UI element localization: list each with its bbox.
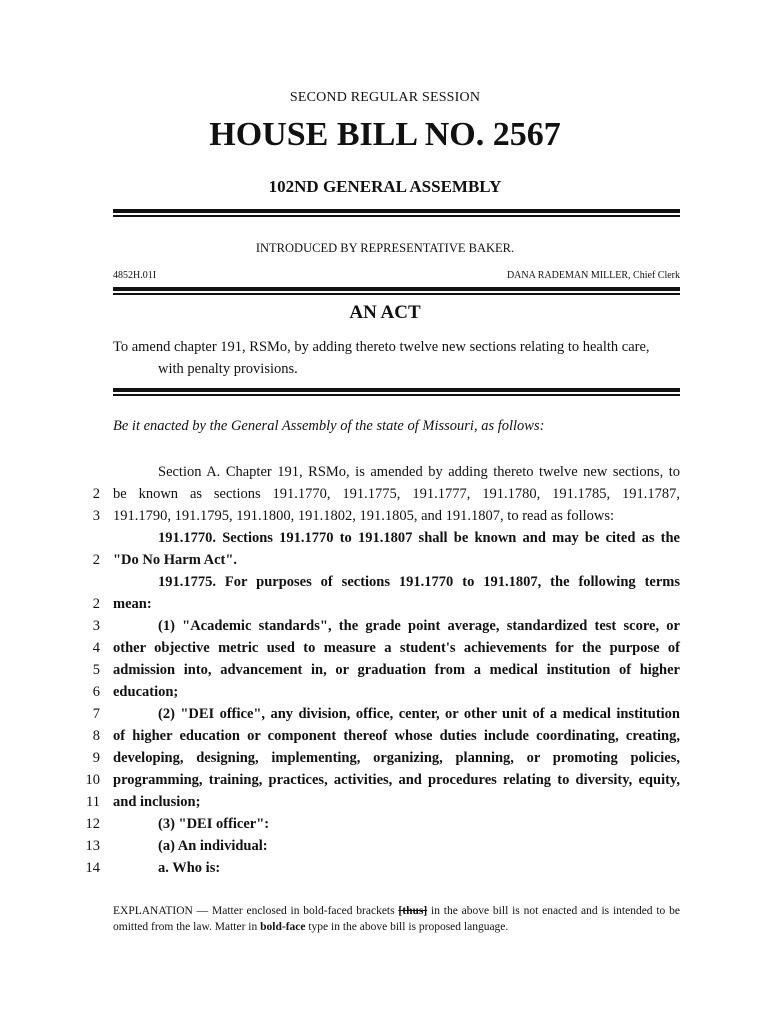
act-purpose-line: To amend chapter 191, RSMo, by adding thereto twelve new sections relating to health care, <box>113 339 650 355</box>
bill-line <box>0 659 770 681</box>
bold-face-example: bold-face <box>260 921 306 933</box>
bill-line <box>0 593 770 615</box>
bill-line <box>0 747 770 769</box>
line-text: "Do No Harm Act". <box>113 552 238 568</box>
bill-line <box>0 615 770 637</box>
bill-line <box>0 527 770 549</box>
bill-line <box>0 725 770 747</box>
line-number: 12 <box>85 816 100 832</box>
act-purpose <box>113 336 680 380</box>
line-number: 8 <box>92 728 100 744</box>
bill-line <box>0 769 770 791</box>
line-text: a. Who is: <box>158 860 221 876</box>
bill-body <box>0 461 770 879</box>
assembly-label: 102ND GENERAL ASSEMBLY <box>268 177 502 196</box>
bill-line <box>0 857 770 879</box>
line-number: 14 <box>85 860 100 876</box>
divider <box>113 215 680 217</box>
line-number: 3 <box>92 508 100 524</box>
act-purpose-line: with penalty provisions. <box>158 361 298 377</box>
line-number: 6 <box>92 684 100 700</box>
bill-line <box>0 791 770 813</box>
line-number: 2 <box>92 486 100 502</box>
line-number: 2 <box>92 552 100 568</box>
divider <box>113 388 680 392</box>
session-label: SECOND REGULAR SESSION <box>289 90 481 105</box>
bill-line <box>0 813 770 835</box>
bill-line <box>0 703 770 725</box>
bill-line <box>0 483 770 505</box>
bill-number-title: HOUSE BILL NO. 2567 <box>209 116 561 153</box>
chief-clerk: DANA RADEMAN MILLER, Chief Clerk <box>506 270 680 281</box>
divider <box>113 209 680 213</box>
document-code: 4852H.01I <box>113 270 157 281</box>
line-text: education; <box>113 684 179 700</box>
bill-line <box>0 681 770 703</box>
line-number: 9 <box>92 750 100 766</box>
line-number: 7 <box>92 706 100 722</box>
line-text: developing, designing, implementing, organizing, planning, or promoting policies, <box>113 750 680 766</box>
line-text: other objective metric used to measure a student's achievements for the purpose of <box>113 640 680 656</box>
line-text: Section A. Chapter 191, RSMo, is amended by adding thereto twelve new sections, to <box>158 464 680 480</box>
enacting-clause: Be it enacted by the General Assembly of the state of Missouri, as follows: <box>113 418 545 434</box>
line-text: programming, training, practices, activities, and procedures relating to diversity, equity, <box>113 772 680 788</box>
explanation-text: EXPLANATION — Matter enclosed in bold-faced brackets <box>113 905 399 917</box>
line-number: 3 <box>92 618 100 634</box>
line-number: 5 <box>92 662 100 678</box>
divider <box>113 287 680 291</box>
line-number: 2 <box>92 596 100 612</box>
bill-line <box>0 835 770 857</box>
bill-line <box>0 549 770 571</box>
act-heading: AN ACT <box>349 302 421 323</box>
bill-line <box>0 461 770 483</box>
bill-line <box>0 637 770 659</box>
line-number: 4 <box>92 640 100 656</box>
line-text: 191.1770. Sections 191.1770 to 191.1807 shall be known and may be cited as the <box>158 530 680 546</box>
explanation-footnote <box>113 903 680 935</box>
line-text: of higher education or component thereof whose duties include coordinating, creating, <box>113 728 680 744</box>
line-text: and inclusion; <box>113 794 201 810</box>
line-text: 191.1775. For purposes of sections 191.1770 to 191.1807, the following terms <box>158 574 680 590</box>
line-text: admission into, advancement in, or graduation from a medical institution of higher <box>113 662 680 678</box>
line-text: 191.1790, 191.1795, 191.1800, 191.1802, 191.1805, and 191.1807, to read as follows: <box>113 508 615 524</box>
line-text: (3) "DEI officer": <box>158 816 270 832</box>
bracket-example: [thus] <box>398 905 428 917</box>
divider <box>113 293 680 295</box>
explanation-text: in the above bill is not enacted and is intended to be omitted from the law. Matter in <box>113 905 680 933</box>
introduced-by: INTRODUCED BY REPRESENTATIVE BAKER. <box>255 241 515 255</box>
bill-line <box>0 505 770 527</box>
line-number: 11 <box>86 794 100 810</box>
line-text: (2) "DEI office", any division, office, center, or other unit of a medical institution <box>158 706 680 722</box>
divider <box>113 394 680 396</box>
line-number: 13 <box>85 838 100 854</box>
line-text: (a) An individual: <box>158 838 268 854</box>
line-text: mean: <box>113 596 152 612</box>
explanation-text: type in the above bill is proposed language. <box>305 921 509 933</box>
line-number: 10 <box>85 772 100 788</box>
line-text: (1) "Academic standards", the grade point average, standardized test score, or <box>158 618 680 634</box>
line-text: be known as sections 191.1770, 191.1775, 191.1777, 191.1780, 191.1785, 191.1787, <box>113 486 680 502</box>
bill-line <box>0 571 770 593</box>
